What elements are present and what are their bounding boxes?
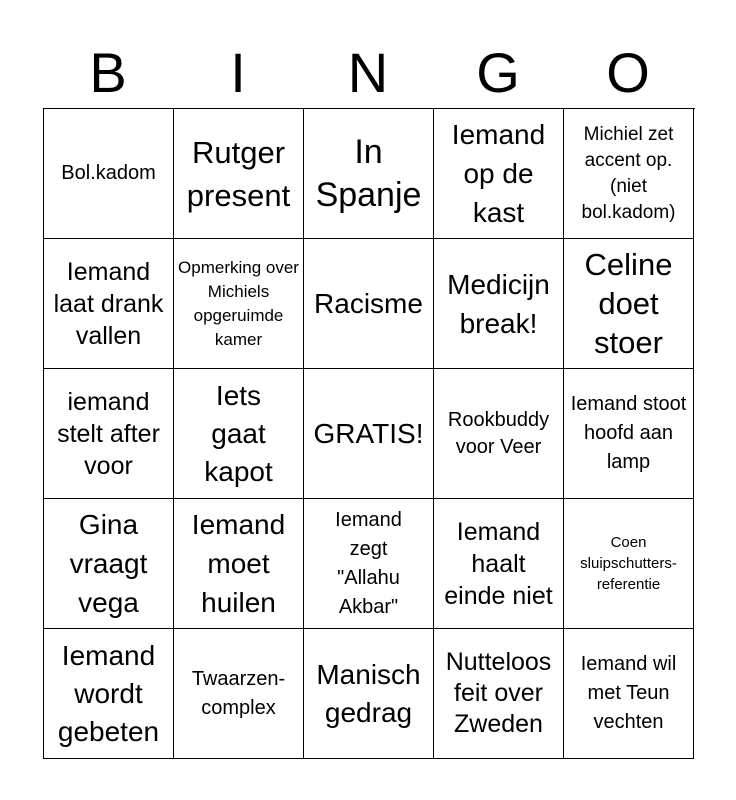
cell-label: Coen sluipschutters-referentie	[580, 534, 677, 593]
cell-label: GRATIS!	[313, 418, 424, 449]
bingo-cell[interactable]	[174, 499, 304, 629]
cell-label: Iemand wil met Teun vechten	[580, 653, 677, 733]
bingo-cell[interactable]	[564, 499, 694, 629]
bingo-cell[interactable]	[564, 239, 694, 369]
cell-label: iemand stelt after voor	[57, 387, 160, 480]
bingo-cell[interactable]	[304, 239, 434, 369]
cell-label: Iemand moet huilen	[191, 509, 286, 618]
cell-label: In Spanje	[315, 132, 422, 214]
bingo-card	[43, 108, 695, 759]
header-letter-g: G	[476, 41, 520, 104]
bingo-cell[interactable]	[434, 239, 564, 369]
cell-label: Nutteloos feit over Zweden	[445, 648, 552, 738]
cell-label: Manisch gedrag	[316, 658, 421, 728]
bingo-cell[interactable]	[174, 369, 304, 499]
bingo-header	[43, 38, 694, 108]
bingo-cell[interactable]	[44, 369, 174, 499]
bingo-cell[interactable]	[304, 369, 434, 499]
bingo-cell[interactable]	[434, 629, 564, 759]
cell-label: Rookbuddy voor Veer	[447, 408, 550, 458]
bingo-cell[interactable]	[44, 629, 174, 759]
cell-label: Opmerking over Michiels opgeruimde kamer	[178, 257, 299, 349]
bingo-cell[interactable]	[44, 239, 174, 369]
cell-label: Twaarzen-complex	[191, 667, 286, 719]
bingo-cell[interactable]	[564, 629, 694, 759]
cell-label: Racisme	[314, 288, 423, 319]
cell-label: Iemand wordt gebeten	[57, 639, 160, 747]
cell-label: Medicijn break!	[447, 268, 550, 339]
bingo-cell[interactable]	[44, 109, 174, 239]
cell-label: Gina vraagt vega	[69, 509, 148, 618]
bingo-cell[interactable]	[304, 499, 434, 629]
bingo-cell[interactable]	[304, 629, 434, 759]
cell-label: Rutger present	[186, 134, 291, 213]
bingo-cell[interactable]	[174, 109, 304, 239]
cell-label: Celine doet stoer	[584, 247, 673, 360]
header-letter-b: B	[89, 41, 127, 104]
bingo-cell[interactable]	[174, 629, 304, 759]
cell-label: Iemand laat drank vallen	[53, 257, 164, 350]
bingo-cell[interactable]	[434, 109, 564, 239]
cell-label: Iemand stoot hoofd aan lamp	[570, 393, 687, 473]
bingo-cell[interactable]	[44, 499, 174, 629]
cell-label: Iets gaat kapot	[204, 379, 273, 487]
bingo-cell[interactable]	[174, 239, 304, 369]
cell-label: Iemand op de kast	[451, 119, 546, 228]
cell-label: Bol.kadom	[61, 162, 156, 184]
header-letter-o: O	[606, 41, 650, 104]
cell-label: Iemand haalt einde niet	[444, 517, 553, 610]
cell-label: Michiel zet accent op. (niet bol.kadom)	[581, 123, 676, 223]
bingo-cell[interactable]	[564, 369, 694, 499]
bingo-cell[interactable]	[434, 499, 564, 629]
header-letter-n: N	[347, 41, 389, 104]
bingo-cell[interactable]	[434, 369, 564, 499]
bingo-cell[interactable]	[564, 109, 694, 239]
cell-label: Iemand zegt "Allahu Akbar"	[335, 508, 402, 618]
header-letter-i: I	[230, 41, 246, 104]
bingo-cell[interactable]	[304, 109, 434, 239]
